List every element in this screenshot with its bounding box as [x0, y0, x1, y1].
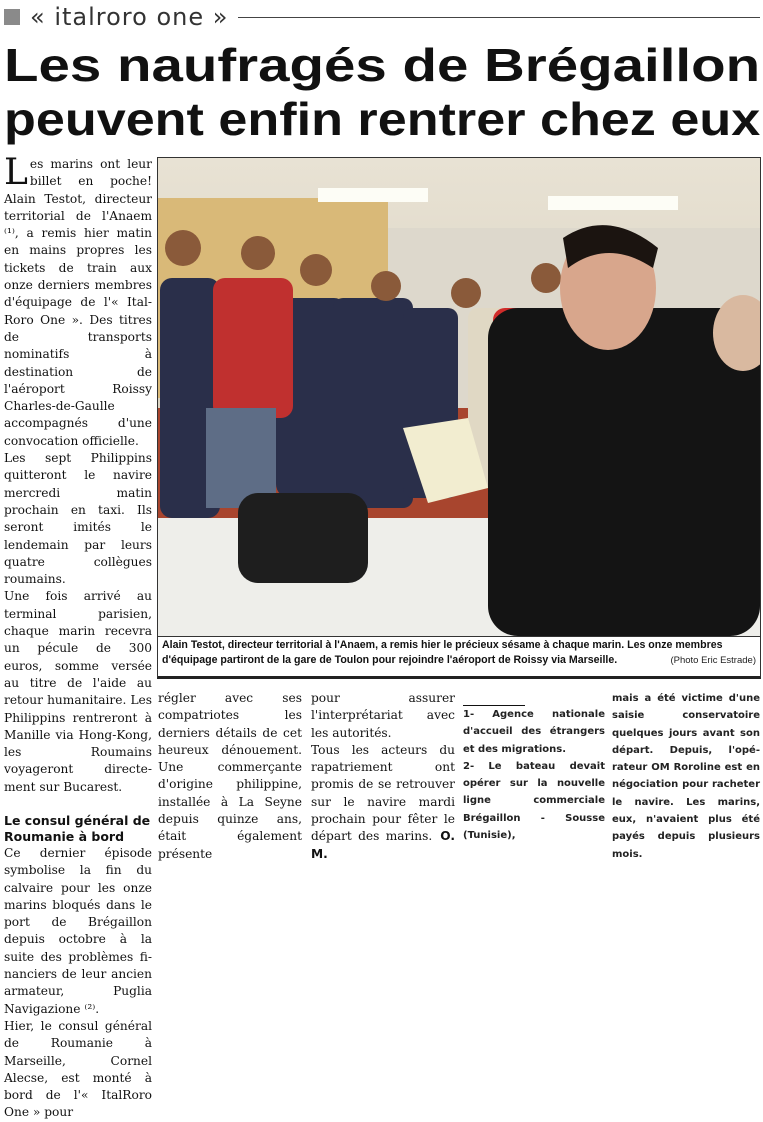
author-signature: O. M.	[311, 829, 455, 861]
photo-caption: Alain Testot, directeur territorial à l'Anaem, a remis hier le précieux sésame à chaque marin. Les onze membres d'équipage partiront de la gare de Toulon pour rejoindre l'aéroport de Roissy via Marseille.	[162, 639, 723, 666]
drop-cap: L	[4, 152, 28, 193]
paragraph: régler avec ses compatriotes les derniers détails de cet heureux dénouement. Une commerçante d'origine philippine, installée à La Seyne depuis quinze ans, était également présente	[158, 691, 302, 861]
closing-text: Tous les acteurs du rapatriement ont promis de se retrouver sur le navire mardi prochain pour fêter le départ des marins.	[311, 742, 455, 844]
article-column-1	[4, 152, 152, 1122]
photo-credit: (Photo Eric Estrade)	[670, 655, 756, 666]
photo-image	[158, 158, 760, 636]
lead-paragraph	[4, 152, 152, 450]
kicker-text: « italroro one »	[30, 3, 229, 31]
paragraph: Une fois arrivé au terminal parisien, chaque marin recevra un pécule de 300 euros, somme versée au titre de l'aide au retour humanitaire. Les Philippins rentreront à Manille via Hong-Kong, les Roumains voyageront directement sur Bucarest.	[4, 589, 152, 794]
footnotes-column	[463, 706, 605, 844]
paragraph: pour assurer l'interprétariat avec les autorités.	[311, 691, 455, 740]
headline-line-1: Les naufragés de Brégaillon	[4, 39, 761, 91]
footnote-1: 1- Agence nationale d'accueil des étrangers et des migrations.	[463, 709, 605, 755]
kicker-square-icon	[4, 9, 20, 25]
photo-caption-box	[157, 636, 761, 679]
paragraph: Les sept Philippins quitteront le navire mercredi matin prochain en taxi. Ils seront imités le lendemain par leurs quatre collègues roumains.	[4, 451, 152, 587]
article-column-2	[158, 690, 302, 863]
kicker-rule	[238, 17, 760, 18]
kicker	[4, 4, 760, 30]
subheading: Le consul général de Roumanie à bord	[4, 812, 151, 844]
footnote-2: 2- Le bateau devait opérer sur la nouvelle ligne commerciale Brégaillon - Sousse (Tunisie),	[463, 760, 605, 842]
headline	[4, 38, 760, 148]
article-column-3	[311, 690, 455, 863]
lead-text: es marins ont leur billet en poche! Alain Testot, directeur territorial de l'Anaem ⁽¹⁾, a remis hier matin en mains propres les tickets de train aux onze derniers membres d'équipage de l'« ItalRoro One ». Des titres de transports nominatifs à destination de l'aéroport Roissy Charles-de-Gaulle accompagnés d'une convocation officielle.	[4, 157, 152, 448]
photo-caption-text	[162, 638, 756, 668]
article-photo	[157, 157, 761, 637]
paragraph: Ce dernier épisode symbolise la fin du calvaire pour les onze marins bloqués dans le port de Brégaillon depuis octobre à la suite des problèmes financiers de leur ancien armateur, Puglia Navigazione ⁽²⁾.	[4, 845, 152, 1016]
headline-line-2: peuvent enfin rentrer chez eux	[4, 93, 761, 145]
footnotes-column-continued	[612, 690, 760, 863]
footnote-2-continued: mais a été victime d'une saisie conservatoire quelques jours avant son départ. Depuis, l'opérateur OM Roroline est en négociation pour racheter le navire. Les marins, eux, n'avaient plus été payés depuis plusieurs mois.	[612, 693, 760, 860]
paragraph: Hier, le consul général de Roumanie à Marseille, Cornel Alecse, est monté à bord de l'« ItalRoro One » pour	[4, 1018, 152, 1120]
paragraph	[311, 742, 455, 863]
